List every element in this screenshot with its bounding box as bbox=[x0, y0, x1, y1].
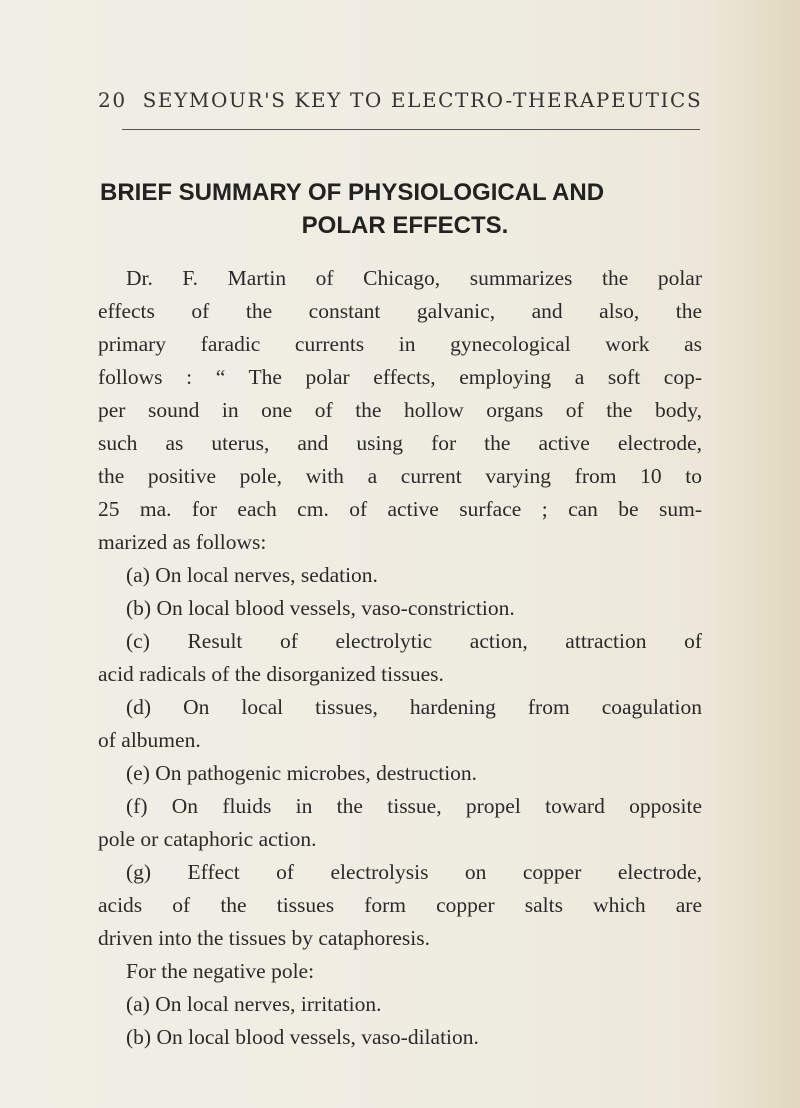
paragraph-line: Dr. F. Martin of Chicago, summarizes the polar bbox=[126, 266, 702, 290]
list-item-continuation: acid radicals of the disorganized tissues. bbox=[98, 662, 444, 686]
list-item: (g) Effect of electrolysis on copper electrode, bbox=[126, 860, 702, 884]
list-item: (a) On local nerves, sedation. bbox=[126, 563, 378, 587]
list-item: (a) On local nerves, irritation. bbox=[126, 992, 382, 1016]
paragraph-line: primary faradic currents in gynecological work as bbox=[98, 332, 702, 356]
list-item-continuation: pole or cataphoric action. bbox=[98, 827, 317, 851]
list-item-continuation: of albumen. bbox=[98, 728, 201, 752]
section-heading-line-1: BRIEF SUMMARY OF PHYSIOLOGICAL AND bbox=[100, 179, 605, 206]
running-head bbox=[98, 88, 710, 112]
list-item: (b) On local blood vessels, vaso-constriction. bbox=[126, 596, 515, 620]
running-head-title: SEYMOUR'S KEY TO ELECTRO-THERAPEUTICS bbox=[142, 88, 703, 112]
paragraph-line: such as uterus, and using for the active electrode, bbox=[98, 431, 702, 455]
page-number: 20 bbox=[98, 88, 127, 112]
paragraph-line: marized as follows: bbox=[98, 530, 267, 554]
header-rule bbox=[122, 129, 700, 130]
paragraph-line: follows : “ The polar effects, employing a soft cop- bbox=[98, 365, 702, 389]
paragraph-line: 25 ma. for each cm. of active surface ; can be sum- bbox=[98, 497, 702, 521]
list-item: (f) On fluids in the tissue, propel toward opposite bbox=[126, 794, 702, 818]
paragraph-line: For the negative pole: bbox=[126, 959, 315, 983]
list-item: (c) Result of electrolytic action, attraction of bbox=[126, 629, 702, 653]
list-item-continuation: driven into the tissues by cataphoresis. bbox=[98, 926, 430, 950]
list-item-continuation: acids of the tissues form copper salts which are bbox=[98, 893, 702, 917]
list-item: (d) On local tissues, hardening from coagulation bbox=[126, 695, 702, 719]
section-heading bbox=[100, 176, 720, 242]
list-item: (b) On local blood vessels, vaso-dilation. bbox=[126, 1025, 479, 1049]
paragraph-line: effects of the constant galvanic, and also, the bbox=[98, 299, 702, 323]
section-heading-line-2: POLAR EFFECTS. bbox=[301, 212, 509, 239]
list-item: (e) On pathogenic microbes, destruction. bbox=[126, 761, 478, 785]
paragraph-line: per sound in one of the hollow organs of the body, bbox=[98, 398, 702, 422]
paragraph-line: the positive pole, with a current varying from 10 to bbox=[98, 464, 702, 488]
